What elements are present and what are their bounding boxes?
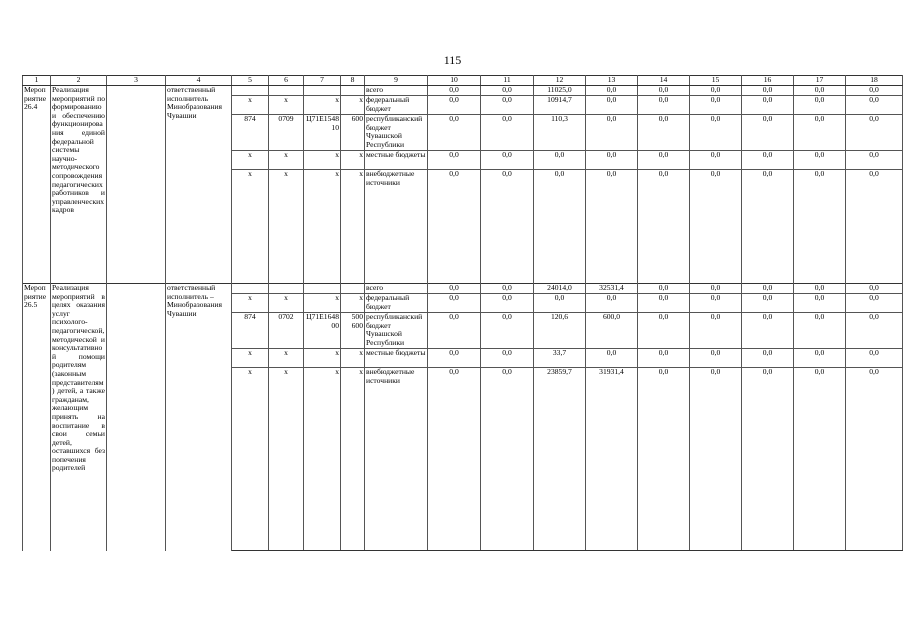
funding-value: 0,0 — [481, 86, 534, 96]
funding-value: 0,0 — [428, 115, 481, 151]
section-code: x — [269, 349, 304, 368]
funding-value: 120,6 — [534, 313, 586, 349]
expense-type-code: x — [341, 170, 365, 284]
executor: ответственный исполнитель – Минобразования Чувашии — [166, 284, 232, 551]
funding-source: республиканский бюджет Чувашской Республики — [365, 115, 428, 151]
funding-value: 0,0 — [794, 86, 846, 96]
section-code: x — [269, 294, 304, 313]
event-description: Реализация мероприятий по формированию и обеспечению функционирования единой федеральной системы научно-методического сопровождения педагогических работников и управленческих кадров — [51, 86, 107, 284]
executor: ответственный исполнитель Минобразования Чувашии — [166, 86, 232, 284]
section-code: x — [269, 368, 304, 551]
col-header: 4 — [166, 76, 232, 86]
funding-value: 0,0 — [846, 313, 903, 349]
section-code: 0702 — [269, 313, 304, 349]
section-code: x — [269, 151, 304, 170]
col-header: 11 — [481, 76, 534, 86]
funding-value: 0,0 — [481, 313, 534, 349]
funding-source: федеральный бюджет — [365, 294, 428, 313]
funding-value: 0,0 — [586, 96, 638, 115]
funding-value: 0,0 — [586, 115, 638, 151]
page-number: 115 — [443, 53, 462, 67]
funding-value: 0,0 — [481, 151, 534, 170]
funding-value: 32531,4 — [586, 284, 638, 294]
funding-value: 0,0 — [690, 294, 742, 313]
funding-value: 0,0 — [481, 284, 534, 294]
funding-value: 33,7 — [534, 349, 586, 368]
funding-value: 0,0 — [742, 170, 794, 284]
target-article-code: x — [304, 96, 341, 115]
funding-value: 24014,0 — [534, 284, 586, 294]
funding-value: 0,0 — [794, 170, 846, 284]
funding-value: 0,0 — [846, 86, 903, 96]
funding-value: 0,0 — [638, 294, 690, 313]
funding-value: 0,0 — [742, 368, 794, 551]
funding-value: 0,0 — [846, 151, 903, 170]
col-header: 2 — [51, 76, 107, 86]
funding-value: 0,0 — [481, 349, 534, 368]
grbs-code: x — [232, 170, 269, 284]
funding-value: 0,0 — [794, 294, 846, 313]
funding-value: 0,0 — [742, 86, 794, 96]
funding-value: 0,0 — [534, 170, 586, 284]
funding-source: местные бюджеты — [365, 151, 428, 170]
funding-value: 0,0 — [742, 284, 794, 294]
funding-value: 0,0 — [846, 368, 903, 551]
grbs-code: x — [232, 294, 269, 313]
funding-value: 0,0 — [846, 96, 903, 115]
funding-value: 0,0 — [586, 151, 638, 170]
funding-value: 0,0 — [690, 170, 742, 284]
funding-source: внебюджетные источники — [365, 368, 428, 551]
funding-value: 0,0 — [638, 151, 690, 170]
funding-value: 0,0 — [428, 151, 481, 170]
funding-value: 0,0 — [428, 96, 481, 115]
funding-value: 0,0 — [586, 294, 638, 313]
funding-value: 0,0 — [846, 294, 903, 313]
target-article-code: Ц71Е164800 — [304, 313, 341, 349]
grbs-code: x — [232, 96, 269, 115]
funding-value: 0,0 — [428, 349, 481, 368]
funding-value: 0,0 — [534, 151, 586, 170]
funding-value: 0,0 — [481, 170, 534, 284]
funding-value: 0,0 — [586, 349, 638, 368]
funding-value: 0,0 — [428, 170, 481, 284]
table-row — [23, 86, 903, 96]
funding-value: 0,0 — [846, 170, 903, 284]
expense-type-code: 600 — [341, 115, 365, 151]
funding-value: 0,0 — [794, 96, 846, 115]
funding-value: 600,0 — [586, 313, 638, 349]
target-article-code: x — [304, 349, 341, 368]
funding-value: 0,0 — [428, 313, 481, 349]
col-header: 3 — [107, 76, 166, 86]
funding-value: 0,0 — [794, 349, 846, 368]
col-header: 12 — [534, 76, 586, 86]
expense-type-code — [341, 86, 365, 96]
target-article-code: x — [304, 151, 341, 170]
col-header: 18 — [846, 76, 903, 86]
funding-value: 0,0 — [690, 284, 742, 294]
funding-value: 0,0 — [742, 151, 794, 170]
funding-value: 0,0 — [690, 313, 742, 349]
funding-value: 0,0 — [481, 115, 534, 151]
funding-value: 0,0 — [428, 284, 481, 294]
target-article-code: x — [304, 368, 341, 551]
funding-value: 0,0 — [638, 170, 690, 284]
empty-cell — [107, 284, 166, 551]
funding-value: 0,0 — [481, 294, 534, 313]
expense-type-code: x — [341, 349, 365, 368]
target-article-code: x — [304, 294, 341, 313]
section-code — [269, 86, 304, 96]
funding-value: 0,0 — [638, 96, 690, 115]
section-code: x — [269, 96, 304, 115]
funding-value: 0,0 — [481, 96, 534, 115]
funding-source: внебюджетные источники — [365, 170, 428, 284]
expense-type-code: x — [341, 368, 365, 551]
header-row — [23, 76, 903, 86]
col-header: 10 — [428, 76, 481, 86]
expense-type-code: x — [341, 294, 365, 313]
event-number: Мероприятие 26.4 — [23, 86, 51, 284]
funding-value: 0,0 — [846, 349, 903, 368]
funding-value: 0,0 — [742, 294, 794, 313]
grbs-code — [232, 284, 269, 294]
funding-value: 0,0 — [428, 368, 481, 551]
col-header: 15 — [690, 76, 742, 86]
funding-value: 31931,4 — [586, 368, 638, 551]
funding-value: 0,0 — [638, 284, 690, 294]
funding-value: 0,0 — [690, 151, 742, 170]
grbs-code: 874 — [232, 313, 269, 349]
table-row — [23, 284, 903, 294]
funding-value: 0,0 — [481, 368, 534, 551]
funding-value: 0,0 — [742, 313, 794, 349]
funding-value: 0,0 — [428, 294, 481, 313]
col-header: 16 — [742, 76, 794, 86]
funding-value: 0,0 — [428, 86, 481, 96]
funding-source: республиканский бюджет Чувашской Республики — [365, 313, 428, 349]
col-header: 14 — [638, 76, 690, 86]
section-code: 0709 — [269, 115, 304, 151]
funding-value: 0,0 — [690, 86, 742, 96]
funding-source: всего — [365, 284, 428, 294]
funding-value: 0,0 — [638, 86, 690, 96]
expense-type-code: x — [341, 96, 365, 115]
col-header: 9 — [365, 76, 428, 86]
grbs-code: x — [232, 349, 269, 368]
target-article-code: Ц71Е154810 — [304, 115, 341, 151]
funding-value: 0,0 — [690, 368, 742, 551]
event-description: Реализация мероприятий в целях оказания услуг психолого-педагогической, методической и консультативной помощи родителям (законным представителям) детей, а также гражданам, желающим принять на воспитание в свои семьи детей, оставшихся без попечения родителей — [51, 284, 107, 551]
col-header: 13 — [586, 76, 638, 86]
funding-value: 0,0 — [638, 368, 690, 551]
section-code: x — [269, 170, 304, 284]
funding-value: 0,0 — [638, 313, 690, 349]
grbs-code: x — [232, 368, 269, 551]
grbs-code: 874 — [232, 115, 269, 151]
expense-type-code — [341, 284, 365, 294]
funding-value: 10914,7 — [534, 96, 586, 115]
funding-value: 0,0 — [742, 349, 794, 368]
funding-value: 0,0 — [846, 284, 903, 294]
funding-source: всего — [365, 86, 428, 96]
funding-value: 0,0 — [638, 115, 690, 151]
empty-cell — [107, 86, 166, 284]
funding-source: федеральный бюджет — [365, 96, 428, 115]
funding-value: 0,0 — [794, 284, 846, 294]
col-header: 8 — [341, 76, 365, 86]
funding-value: 0,0 — [794, 115, 846, 151]
grbs-code — [232, 86, 269, 96]
funding-value: 0,0 — [690, 115, 742, 151]
grbs-code: x — [232, 151, 269, 170]
expense-type-code: 500 600 — [341, 313, 365, 349]
funding-value: 0,0 — [742, 115, 794, 151]
col-header: 17 — [794, 76, 846, 86]
funding-value: 0,0 — [794, 368, 846, 551]
funding-value: 11025,0 — [534, 86, 586, 96]
section-code — [269, 284, 304, 294]
funding-value: 0,0 — [534, 294, 586, 313]
col-header: 7 — [304, 76, 341, 86]
funding-value: 110,3 — [534, 115, 586, 151]
funding-value: 0,0 — [638, 349, 690, 368]
target-article-code — [304, 284, 341, 294]
funding-source: местные бюджеты — [365, 349, 428, 368]
expense-type-code: x — [341, 151, 365, 170]
funding-value: 0,0 — [690, 349, 742, 368]
funding-value: 0,0 — [586, 86, 638, 96]
col-header: 1 — [23, 76, 51, 86]
funding-value: 0,0 — [794, 313, 846, 349]
funding-value: 0,0 — [690, 96, 742, 115]
target-article-code — [304, 86, 341, 96]
col-header: 5 — [232, 76, 269, 86]
funding-value: 0,0 — [794, 151, 846, 170]
funding-value: 0,0 — [586, 170, 638, 284]
budget-table — [22, 75, 903, 551]
funding-value: 23859,7 — [534, 368, 586, 551]
event-number: Мероприятие 26.5 — [23, 284, 51, 551]
target-article-code: x — [304, 170, 341, 284]
col-header: 6 — [269, 76, 304, 86]
funding-value: 0,0 — [742, 96, 794, 115]
funding-value: 0,0 — [846, 115, 903, 151]
